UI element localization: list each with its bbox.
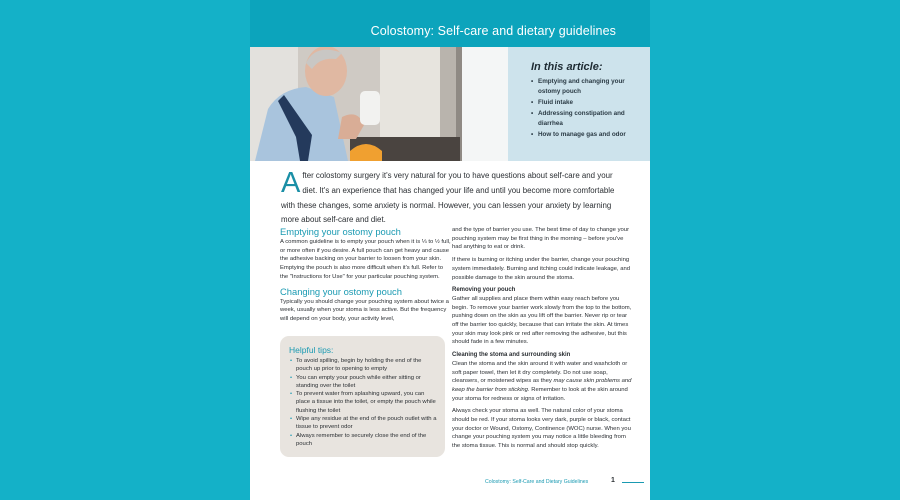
toc-item: • Emptying and changing your ostomy pouch <box>531 77 642 97</box>
cleaning-text-part: Remember to look at the skin around your stoma for redness or signs of irritation. <box>452 386 628 402</box>
drop-cap: A <box>281 167 301 199</box>
toc-item: • How to manage gas and odor <box>531 130 642 140</box>
tip-item: • To prevent water from splashing upward, you can place a tissue into the toilet, or empty the pouch while flushing the toilet <box>289 390 437 415</box>
removing-text: Gather all supplies and place them within easy reach before you begin. To remove your barrier work slowly from the top to the bottom, pushing down on the skin as you lift off the barrier. Never rip or tear off the barrier too quickly, because that can irritate the skin. At times your skin may look pink or red after removing the adhesive, but this should fade in a few minutes. <box>452 295 632 346</box>
cleaning-text-emphasis: may cause skin problems and keep the barrier from sticking. <box>452 378 632 393</box>
header-band <box>250 0 650 47</box>
intro-text: fter colostomy surgery it's very natural for you to have questions about self-care and your diet. It's an experience that has changed your life and until you become more comfortable with these changes, some anxiety is normal. However, you can lessen your anxiety by learning more about self-care and diet. <box>281 171 615 225</box>
intro-paragraph <box>281 169 626 228</box>
cleaning-text <box>452 360 632 404</box>
page-title: Colostomy: Self-care and dietary guidelines <box>370 24 616 38</box>
tips-title: Helpful tips: <box>289 345 334 355</box>
right-column <box>452 226 632 455</box>
hero-photo <box>250 47 508 161</box>
helpful-tips-box <box>280 336 445 457</box>
footer-rule <box>622 482 644 483</box>
tips-list <box>289 357 437 448</box>
article-contents-box <box>508 47 650 161</box>
removing-heading: Removing your pouch <box>452 287 516 294</box>
tip-item: • You can empty your pouch while either sitting or standing over the toilet <box>289 374 437 391</box>
toc-item: • Addressing constipation and diarrhea <box>531 109 642 129</box>
changing-heading: Changing your ostomy pouch <box>280 285 402 297</box>
tip-item: • Always remember to securely close the end of the pouch <box>289 432 437 449</box>
changing-text: Typically you should change your pouching system about twice a week, usually when your stoma is less active. But the frequency will depend on your body, your activity level, <box>280 298 449 322</box>
man-drinking-image <box>250 47 508 161</box>
toc-list <box>531 77 642 140</box>
tip-item: • To avoid spilling, begin by holding the end of the pouch up prior to opening to empty <box>289 357 437 374</box>
page-number: 1 <box>611 477 615 484</box>
toc-item: • Fluid intake <box>531 98 642 108</box>
emptying-heading: Emptying your ostomy pouch <box>280 226 401 237</box>
cleaning-text-part: Clean the stoma and the skin around it with water and washcloth or soft paper towel, then let it dry completely. Do not use soap, cleansers, or moistened wipes as they <box>452 360 628 385</box>
tip-item: • Wipe any residue at the end of the pouch outlet with a tissue to prevent odor <box>289 415 437 432</box>
footer-label: Colostomy: Self-Care and Dietary Guidelines <box>485 479 589 485</box>
burning-text: If there is burning or itching under the barrier, change your pouching system immediately. Burning and itching could indicate leakage, and possible damage to the skin around the stoma. <box>452 257 631 281</box>
left-column <box>280 226 452 328</box>
stoma-check-text: Always check your stoma as well. The natural color of your stoma should be red. If your stoma looks very dark, purple or black, contact your doctor or Wound, Ostomy, Continence (WOC) nurse. When you change your pouching system you may notice a little bleeding from the stoma tissue. This is normal and should stop quickly. <box>452 408 631 450</box>
barrier-text: and the type of barrier you use. The best time of day to change your pouching system may be first thing in the morning – before you've had anything to eat or drink. <box>452 227 630 251</box>
cleaning-heading: Cleaning the stoma and surrounding skin <box>452 352 571 359</box>
document-page <box>250 0 650 500</box>
toc-title: In this article: <box>531 61 603 73</box>
emptying-text: A common guideline is to empty your pouch when it is ⅓ to ½ full, or more often if you desire. A full pouch can get heavy and cause the adhesive backing on your barrier to loosen from your skin. Emptying the pouch is also more difficult when it's full. Refer to the "Instructions for Use" for your particular pouching system. <box>280 239 451 280</box>
